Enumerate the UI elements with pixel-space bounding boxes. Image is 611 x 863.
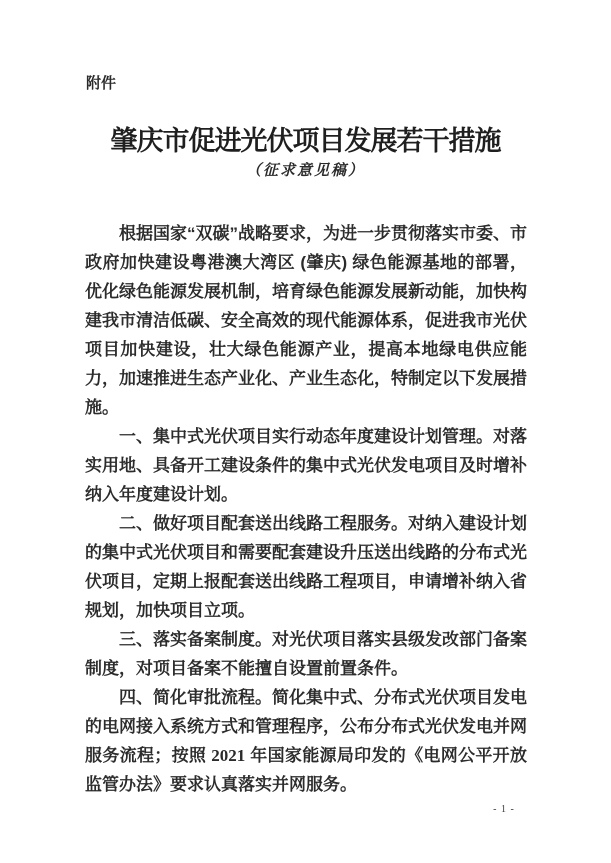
measure-item-4-text-cont: 年国家能源局印发的《电网公平开放监管办法》要求认真落实并网服务。 bbox=[85, 746, 527, 794]
measure-item-4-text: 四、简化审批流程。简化集中式、分布式光伏项目发电的电网接入系统方式和管理程序，公布分布式光伏发电并网服务流程；按照 bbox=[85, 688, 527, 765]
document-subtitle: （征求意见稿） bbox=[245, 163, 365, 179]
document-body bbox=[85, 219, 527, 799]
year-value: 2021 bbox=[211, 746, 246, 765]
measure-item-4 bbox=[85, 683, 527, 799]
measure-item-3: 三、落实备案制度。对光伏项目落实县级发改部门备案制度，对项目备案不能擅自设置前置条件。 bbox=[85, 630, 527, 678]
document-title: 肇庆市促进光伏项目发展若干措施 bbox=[110, 126, 501, 156]
intro-paragraph: 根据国家“双碳”战略要求，为进一步贯彻落实市委、市政府加快建设粤港澳大湾区 (肇庆) 绿色能源基地的部署，优化绿色能源发展机制，培育绿色能源发展新动能，加快构建我市清洁低碳、安全高效的现代能源体系，促进我市光伏项目加快建设，壮大绿色能源产业，提高本地绿电供应能力，加速推进生态产业化、产业生态化，特制定以下发展措施。 bbox=[85, 224, 527, 417]
measure-item-1: 一、集中式光伏项目实行动态年度建设计划管理。对落实用地、具备开工建设条件的集中式光伏发电项目及时增补纳入年度建设计划。 bbox=[85, 427, 527, 504]
measure-item-2: 二、做好项目配套送出线路工程服务。对纳入建设计划的集中式光伏项目和需要配套建设升压送出线路的分布式光伏项目，定期上报配套送出线路工程项目，申请增补纳入省规划，加快项目立项。 bbox=[85, 514, 527, 620]
page-number: - 1 - bbox=[493, 804, 515, 815]
attachment-label: 附件 bbox=[86, 75, 117, 92]
